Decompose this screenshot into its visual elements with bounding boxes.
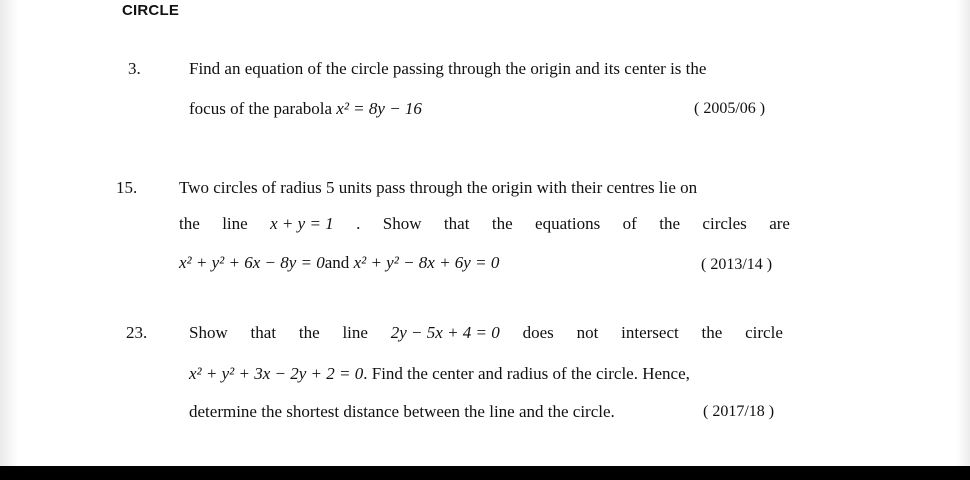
- question-3-line-2: [189, 99, 422, 119]
- question-3-equation: x² = 8y − 16: [336, 99, 422, 118]
- word: circles: [702, 214, 747, 233]
- and-word: and: [324, 253, 350, 272]
- line-equation: 2y − 5x + 4 = 0: [390, 323, 500, 342]
- bottom-black-bar: [0, 466, 970, 480]
- word: Show: [382, 214, 422, 233]
- word: the: [659, 214, 680, 233]
- word: equations: [535, 214, 601, 233]
- question-3-line-2-text: focus of the parabola: [189, 99, 333, 118]
- word: Show: [189, 323, 228, 342]
- question-15-year: ( 2013/14 ): [701, 256, 773, 273]
- word: intersect: [621, 323, 679, 342]
- word: not: [576, 323, 599, 342]
- page-shadow-left: [0, 0, 18, 466]
- word: that: [250, 323, 277, 342]
- question-23-line-3: determine the shortest distance between the line and the circle.: [189, 402, 615, 421]
- word: of: [622, 214, 637, 233]
- word: .: [356, 214, 361, 233]
- word: the: [701, 323, 723, 342]
- question-15-line-1: Two circles of radius 5 units pass through the origin with their centres lie on: [179, 178, 698, 197]
- question-15-line-2: [179, 214, 790, 234]
- question-3-number: 3.: [128, 59, 141, 78]
- line-equation: x + y = 1: [270, 214, 334, 233]
- question-3-year: ( 2005/06 ): [694, 100, 766, 117]
- question-23-number: 23.: [126, 323, 148, 342]
- question-23-line-2: [189, 364, 690, 384]
- word: line: [342, 323, 368, 342]
- question-23-line-2-text: . Find the center and radius of the circle. Hence,: [363, 364, 690, 383]
- question-23-line-1: [189, 323, 783, 343]
- question-23-year: ( 2017/18 ): [703, 403, 775, 420]
- page-shadow-right: [956, 0, 970, 466]
- circle-equation: x² + y² + 3x − 2y + 2 = 0: [189, 364, 364, 383]
- word: line: [222, 214, 248, 233]
- word: circle: [745, 323, 783, 342]
- question-15-line-3: [179, 253, 499, 273]
- word: the: [179, 214, 200, 233]
- section-title: CIRCLE: [122, 2, 180, 19]
- circle-equation-2: x² + y² − 8x + 6y = 0: [353, 253, 500, 272]
- word: that: [443, 214, 470, 233]
- word: the: [298, 323, 320, 342]
- word: the: [491, 214, 513, 233]
- question-3-line-1: Find an equation of the circle passing through the origin and its center is the: [189, 59, 707, 78]
- circle-equation-1: x² + y² + 6x − 8y = 0: [179, 253, 325, 272]
- question-15-number: 15.: [116, 178, 138, 197]
- word: are: [769, 214, 790, 233]
- word: does: [522, 323, 554, 342]
